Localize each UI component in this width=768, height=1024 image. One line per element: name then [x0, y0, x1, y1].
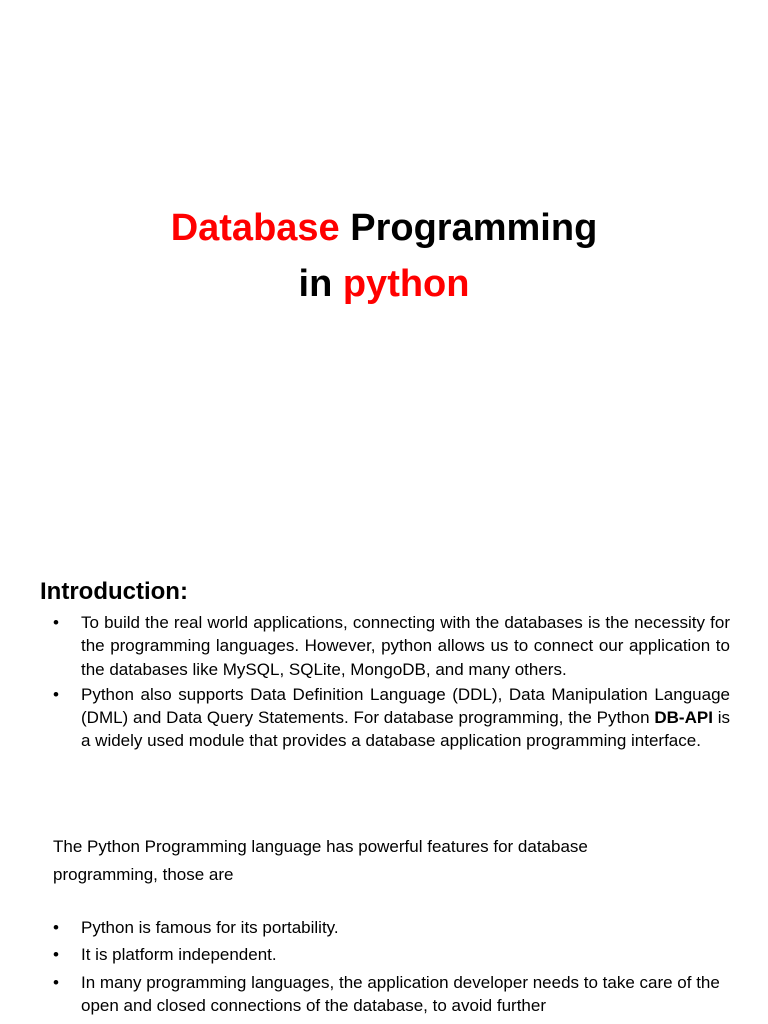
bullet-icon: •: [53, 918, 59, 937]
feature-text: Python is famous for its portability.: [81, 918, 339, 937]
introduction-bullet-item: [53, 611, 730, 681]
title-word-python: python: [342, 263, 470, 305]
features-intro-paragraph: The Python Programming language has powerful features for database programming, those are: [53, 837, 588, 884]
feature-text: In many programming languages, the application developer needs to take care of the open and closed connections of the database, to avoid further: [81, 972, 720, 1015]
bullet-icon: •: [53, 945, 59, 965]
bullet-text-after: is a widely used module that provides a database application programming interface.: [81, 708, 730, 751]
title-word-programming: Programming: [339, 207, 598, 249]
title-line-1: [0, 200, 768, 256]
bullet-icon: •: [53, 613, 59, 632]
bullet-icon: •: [53, 684, 59, 704]
bullet-icon: •: [53, 972, 59, 992]
introduction-bullet-list: [53, 611, 730, 755]
title-word-in: in: [298, 263, 343, 305]
title-line-2: [0, 256, 768, 312]
feature-bullet-item: [53, 916, 730, 939]
document-title: [0, 200, 768, 312]
bullet-text-bold-dbapi: DB-API: [654, 708, 713, 728]
bullet-text-before: Python also supports Data Definition Language (DDL), Data Manipulation Language (DML) and Data Query Statements. For database programming, the Python: [81, 684, 730, 728]
features-bullet-list: [53, 916, 730, 1021]
introduction-heading: Introduction:: [40, 578, 188, 605]
introduction-bullet-item: [53, 683, 730, 753]
feature-bullet-item: [53, 971, 730, 1018]
feature-bullet-item: [53, 943, 730, 966]
title-word-database: Database: [170, 207, 340, 249]
bullet-text: To build the real world applications, connecting with the databases is the necessity for the programming languages. However, python allows us to connect our application to the databases like MySQL, SQLite, MongoDB, and many others.: [81, 613, 730, 679]
feature-text: It is platform independent.: [81, 945, 277, 965]
